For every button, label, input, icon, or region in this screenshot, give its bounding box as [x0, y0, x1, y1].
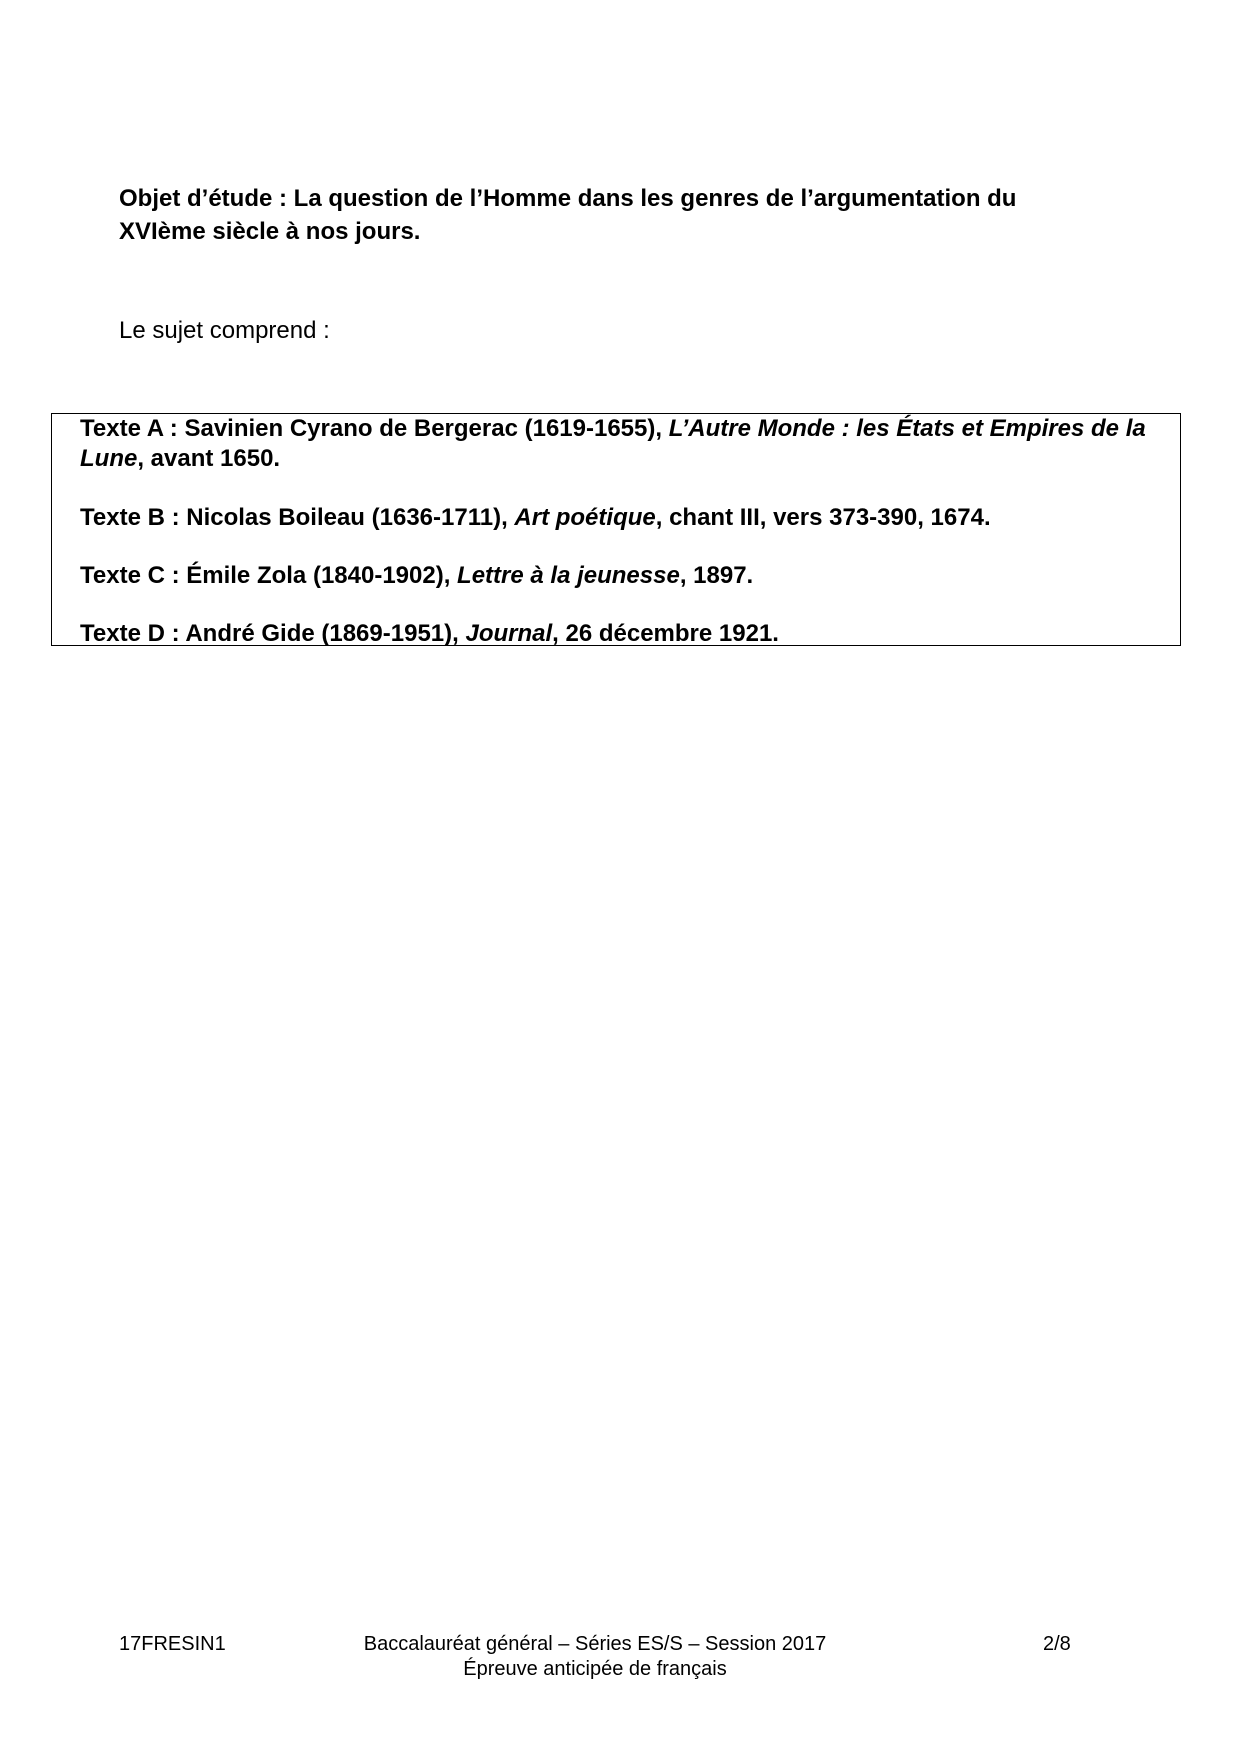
- text-entry-c-title: Lettre à la jeunesse: [457, 562, 680, 589]
- text-entry-c: [80, 561, 1160, 591]
- text-entry-b-author: Texte B : Nicolas Boileau (1636-1711),: [80, 504, 515, 531]
- study-object-heading: Objet d’étude : La question de l’Homme dans les genres de l’argumentation du XVIème siècle à nos jours.: [119, 185, 1017, 245]
- text-entry-a-author: Texte A : Savinien Cyrano de Bergerac (1619-1655),: [80, 415, 669, 442]
- text-entry-b: [80, 503, 1160, 533]
- footer-exam-title: [300, 1632, 890, 1682]
- text-entry-d: [80, 619, 1160, 649]
- text-entry-c-date: , 1897.: [679, 562, 754, 589]
- text-entry-d-date: , 26 décembre 1921.: [552, 620, 779, 647]
- text-entry-b-details: , chant III, vers 373-390, 1674.: [655, 504, 991, 531]
- footer-exam-line2: Épreuve anticipée de français: [463, 1658, 727, 1680]
- text-entry-d-title: Journal: [465, 620, 553, 647]
- text-list-box: [51, 413, 1181, 646]
- text-entry-d-author: Texte D : André Gide (1869-1951),: [80, 620, 466, 647]
- footer-exam-code: 17FRESIN1: [119, 1633, 226, 1655]
- footer-page-number: 2/8: [1043, 1633, 1071, 1655]
- text-entry-a: [80, 414, 1160, 474]
- text-entry-a-title: L’Autre Monde : les États et Empires de la Lune: [80, 415, 1146, 472]
- subject-intro: Le sujet comprend :: [119, 317, 330, 344]
- text-entry-b-title: Art poétique: [514, 504, 656, 531]
- text-entry-a-date: , avant 1650.: [137, 445, 281, 472]
- footer-exam-line1: Baccalauréat général – Séries ES/S – Session 2017: [363, 1633, 827, 1655]
- text-entry-c-author: Texte C : Émile Zola (1840-1902),: [80, 562, 458, 589]
